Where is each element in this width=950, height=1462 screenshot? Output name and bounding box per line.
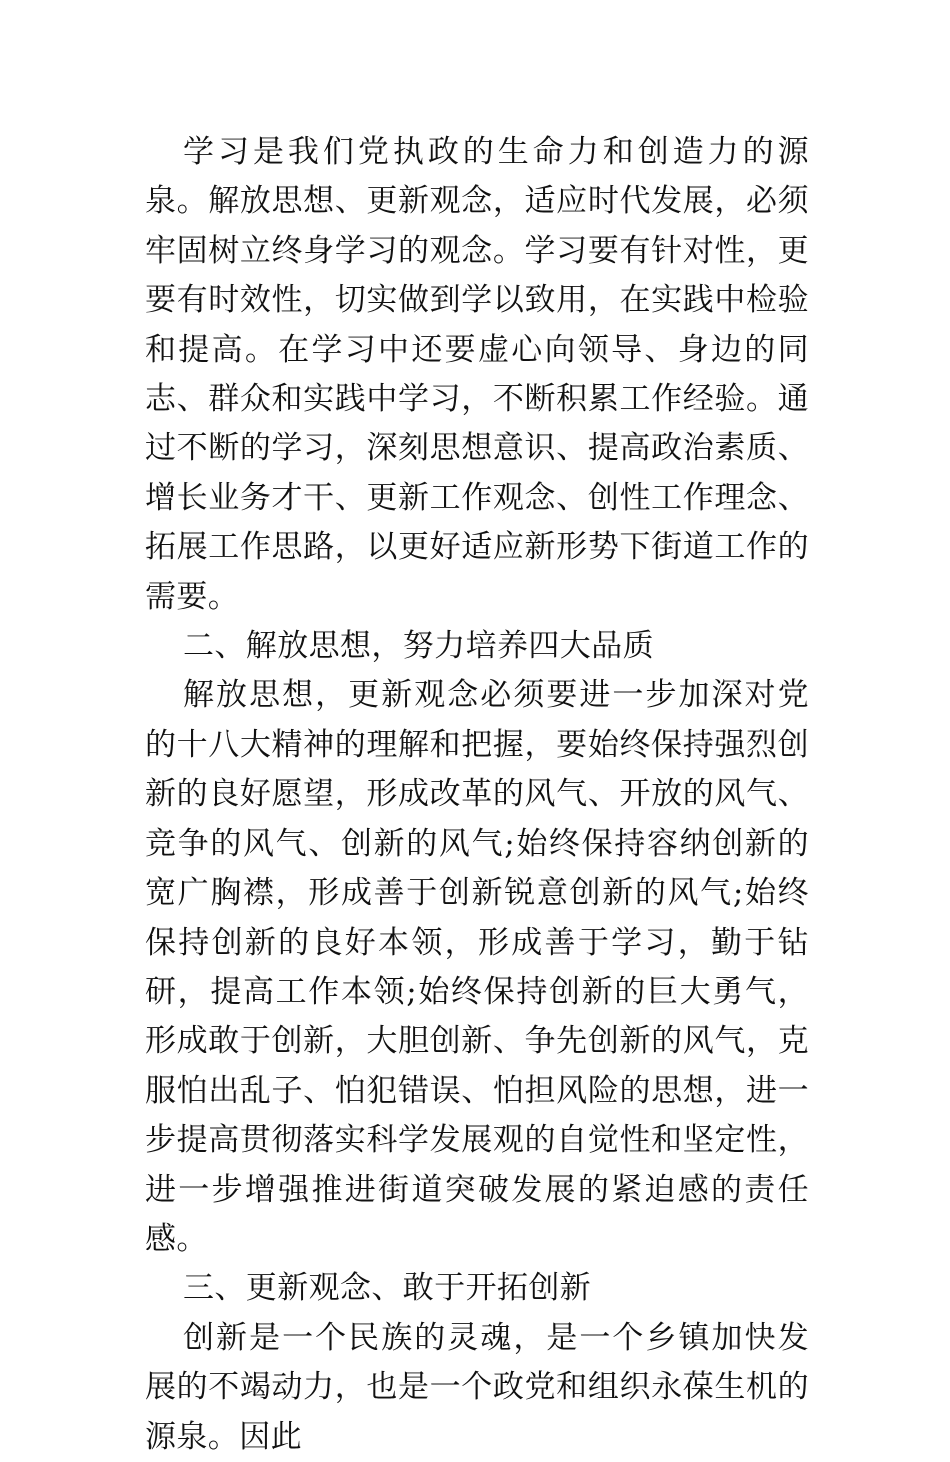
document-page — [145, 128, 809, 1462]
section-heading-3: 三、更新观念、敢于开拓创新 — [183, 1270, 592, 1307]
paragraph-emancipate-mind: 解放思想，更新观念必须要进一步加深对党的十八大精神的理解和把握，要始终保持强烈创新的良好愿望，形成改革的风气、开放的风气、竞争的风气、创新的风气;始终保持容纳创新的宽广胸襟，形成善于创新锐意创新的风气;始终保持创新的良好本领，形成善于学习，勤于钻研，提高工作本领;始终保持创新的巨大勇气，形成敢于创新，大胆创新、争先创新的风气，克服怕出乱子、怕犯错误、怕担风险的思想，进一步提高贯彻落实科学发展观的自觉性和坚定性，进一步增强推进街道突破发展的紧迫感的责任感。 — [145, 677, 809, 1257]
paragraph-learning: 学习是我们党执政的生命力和创造力的源泉。解放思想、更新观念，适应时代发展，必须牢固树立终身学习的观念。学习要有针对性，更要有时效性，切实做到学以致用，在实践中检验和提高。在学习中还要虚心向领导、身边的同志、群众和实践中学习，不断积累工作经验。通过不断的学习，深刻思想意识、提高政治素质、增长业务才干、更新工作观念、创性工作理念、拓展工作思路，以更好适应新形势下街道工作的需要。 — [145, 134, 809, 615]
section-heading-2: 二、解放思想，努力培养四大品质 — [183, 628, 654, 665]
paragraph-innovation: 创新是一个民族的灵魂，是一个乡镇加快发展的不竭动力，也是一个政党和组织永葆生机的源泉。因此 — [145, 1319, 809, 1455]
